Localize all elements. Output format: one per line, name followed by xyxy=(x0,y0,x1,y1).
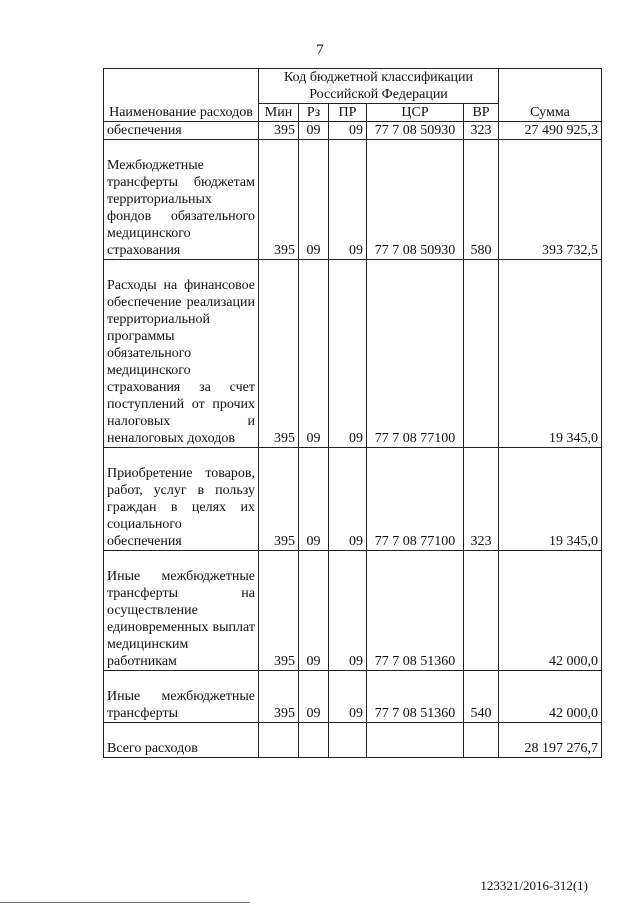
row-rz xyxy=(299,723,329,758)
row-min: 395 xyxy=(259,448,299,551)
row-csr xyxy=(367,723,464,758)
column-header-min: Мин xyxy=(259,104,299,122)
row-name: обеспечения xyxy=(104,122,259,140)
row-min: 395 xyxy=(259,551,299,671)
row-sum: 28 197 276,7 xyxy=(499,723,602,758)
row-rz: 09 xyxy=(299,122,329,140)
row-pr: 09 xyxy=(329,140,367,260)
table-row xyxy=(104,551,602,671)
table-row xyxy=(104,140,602,260)
row-csr: 77 7 08 50930 xyxy=(367,140,464,260)
page-edge-line xyxy=(0,902,250,903)
row-name: Приобретение товаров, работ, услуг в пользу граждан в целях их социального обеспечения xyxy=(104,448,259,551)
row-vr: 323 xyxy=(464,122,499,140)
column-header-csr: ЦСР xyxy=(367,104,464,122)
row-pr xyxy=(329,723,367,758)
row-csr: 77 7 08 77100 xyxy=(367,260,464,448)
row-min xyxy=(259,723,299,758)
row-name: Иные межбюджетные трансферты xyxy=(104,671,259,723)
column-header-sum: Сумма xyxy=(499,69,602,122)
row-pr: 09 xyxy=(329,122,367,140)
row-sum: 42 000,0 xyxy=(499,671,602,723)
column-header-rz: Рз xyxy=(299,104,329,122)
row-rz: 09 xyxy=(299,551,329,671)
row-vr xyxy=(464,723,499,758)
row-sum: 393 732,5 xyxy=(499,140,602,260)
page-number: 7 xyxy=(316,42,324,58)
row-name: Расходы на финансовое обеспечение реализации территориальной программы обязательного медицинского страхования за счет поступлений от прочих налоговых и неналоговых доходов xyxy=(104,260,259,448)
budget-table xyxy=(103,68,602,758)
row-sum: 42 000,0 xyxy=(499,551,602,671)
table-row xyxy=(104,260,602,448)
row-rz: 09 xyxy=(299,448,329,551)
document-id: 123321/2016-312(1) xyxy=(480,878,588,893)
row-vr: 540 xyxy=(464,671,499,723)
row-name: Межбюджетные трансферты бюджетам территориальных фондов обязательного медицинского страхования xyxy=(104,140,259,260)
column-header-vr: ВР xyxy=(464,104,499,122)
row-csr: 77 7 08 77100 xyxy=(367,448,464,551)
row-pr: 09 xyxy=(329,551,367,671)
row-csr: 77 7 08 51360 xyxy=(367,671,464,723)
table-row xyxy=(104,122,602,140)
row-vr: 323 xyxy=(464,448,499,551)
row-min: 395 xyxy=(259,140,299,260)
row-csr: 77 7 08 50930 xyxy=(367,122,464,140)
row-sum: 19 345,0 xyxy=(499,448,602,551)
row-min: 395 xyxy=(259,260,299,448)
table-row-total xyxy=(104,723,602,758)
row-min: 395 xyxy=(259,122,299,140)
row-pr: 09 xyxy=(329,260,367,448)
row-vr xyxy=(464,260,499,448)
table-header-row xyxy=(104,69,602,104)
row-sum: 19 345,0 xyxy=(499,260,602,448)
table-row xyxy=(104,448,602,551)
row-pr: 09 xyxy=(329,448,367,551)
row-min: 395 xyxy=(259,671,299,723)
row-rz: 09 xyxy=(299,671,329,723)
row-rz: 09 xyxy=(299,260,329,448)
row-pr: 09 xyxy=(329,671,367,723)
column-header-name: Наименование расходов xyxy=(104,69,259,122)
table-row xyxy=(104,671,602,723)
row-vr xyxy=(464,551,499,671)
row-name: Иные межбюджетные трансферты на осуществление единовременных выплат медицинским работникам xyxy=(104,551,259,671)
column-header-code-group: Код бюджетной классификации Российской Федерации xyxy=(259,69,499,104)
row-csr: 77 7 08 51360 xyxy=(367,551,464,671)
row-vr: 580 xyxy=(464,140,499,260)
column-header-pr: ПР xyxy=(329,104,367,122)
row-sum: 27 490 925,3 xyxy=(499,122,602,140)
row-name: Всего расходов xyxy=(104,723,259,758)
row-rz: 09 xyxy=(299,140,329,260)
